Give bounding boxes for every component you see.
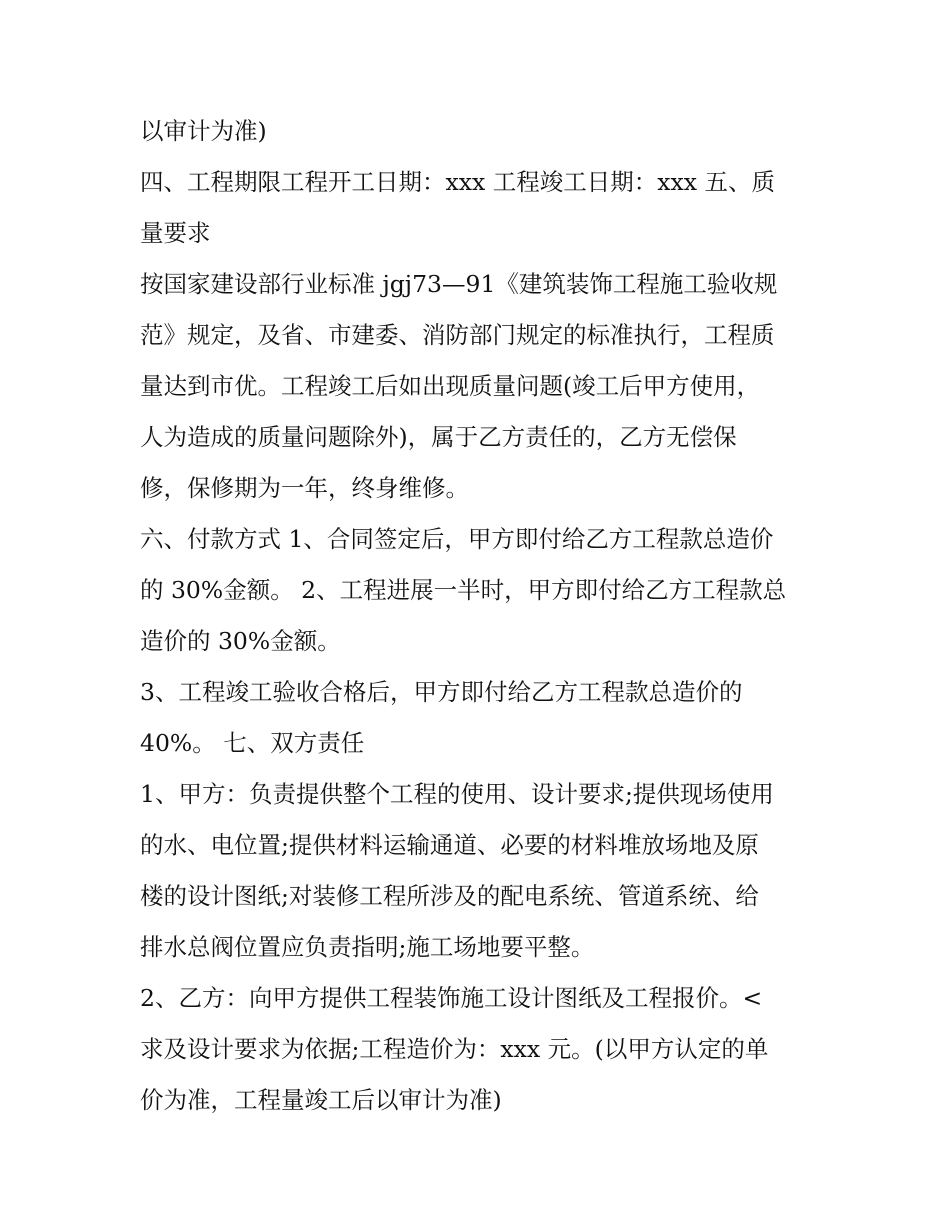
text-line: 按国家建设部行业标准 jgj73—91《建筑装饰工程施工验收规 bbox=[140, 270, 778, 298]
text-line: 3、工程竣工验收合格后，甲方即付给乙方工程款总造价的 bbox=[140, 678, 743, 706]
text-line: 价为准，工程量竣工后以审计为准) bbox=[140, 1086, 502, 1114]
text-line: 1、甲方：负责提供整个工程的使用、设计要求;提供现场使用 bbox=[140, 780, 774, 808]
text-line: 2、乙方：向甲方提供工程装饰施工设计图纸及工程报价。< bbox=[140, 984, 763, 1012]
text-line: 量要求 bbox=[140, 219, 211, 247]
text-line: 造价的 30%金额。 bbox=[140, 627, 341, 655]
text-line: 40%。 七、双方责任 bbox=[140, 729, 365, 757]
text-line: 修，保修期为一年，终身维修。 bbox=[140, 474, 469, 502]
document-body bbox=[140, 106, 820, 1126]
text-line: 四、工程期限工程开工日期：xxx 工程竣工日期：xxx 五、质 bbox=[140, 168, 775, 196]
text-line: 范》规定，及省、市建委、消防部门规定的标准执行，工程质 bbox=[140, 321, 775, 349]
text-line: 量达到市优。工程竣工后如出现质量问题(竣工后甲方使用， bbox=[140, 372, 761, 400]
text-line: 楼的设计图纸;对装修工程所涉及的配电系统、管道系统、给 bbox=[140, 882, 759, 910]
text-line: 以审计为准) bbox=[140, 117, 267, 145]
text-line: 求及设计要求为依据;工程造价为：xxx 元。(以甲方认定的单 bbox=[140, 1035, 769, 1063]
text-line: 排水总阀位置应负责指明;施工场地要平整。 bbox=[140, 933, 595, 961]
text-line: 六、付款方式 1、合同签定后，甲方即付给乙方工程款总造价 bbox=[140, 525, 774, 553]
text-line: 的水、电位置;提供材料运输通道、必要的材料堆放场地及原 bbox=[140, 831, 759, 859]
text-line: 人为造成的质量问题除外)，属于乙方责任的，乙方无偿保 bbox=[140, 423, 737, 451]
text-line: 的 30%金额。 2、工程进展一半时，甲方即付给乙方工程款总 bbox=[140, 576, 787, 604]
